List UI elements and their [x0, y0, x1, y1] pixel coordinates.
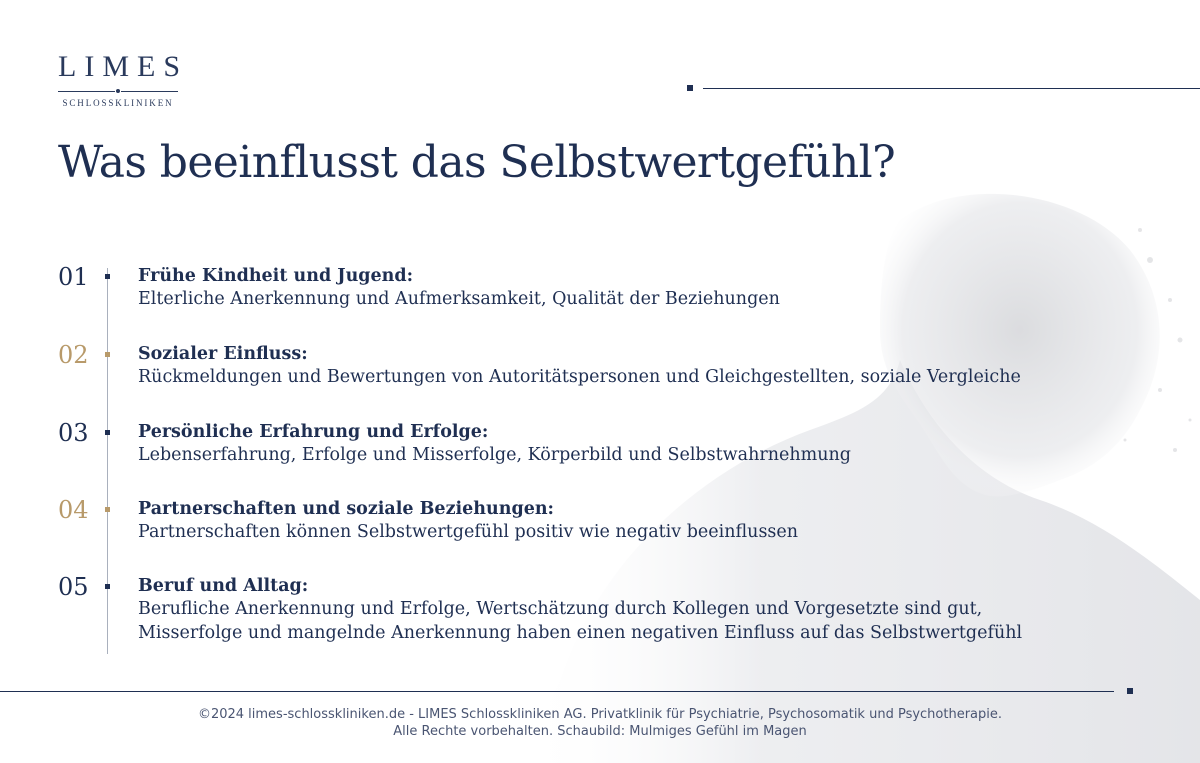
bullet-icon — [105, 274, 110, 279]
item-heading: Partnerschaften und soziale Beziehungen: — [138, 499, 555, 519]
limes-logo — [52, 50, 188, 108]
bullet-icon — [105, 352, 110, 357]
footer-credits: Alle Rechte vorbehalten. Schaubild: Mulmiges Gefühl im Magen — [393, 724, 807, 739]
item-number: 02 — [58, 341, 89, 369]
logo-wordmark: LIMES — [58, 50, 188, 83]
top-divider — [703, 88, 1200, 89]
item-description: Rückmeldungen und Bewertungen von Autoritätspersonen und Gleichgestellten, soziale Vergleiche — [138, 367, 1021, 387]
logo-divider — [58, 86, 178, 96]
bottom-rule-square-icon — [1127, 688, 1133, 694]
item-description: Elterliche Anerkennung und Aufmerksamkeit, Qualität der Beziehungen — [138, 289, 780, 309]
page-title: Was beeinflusst das Selbstwertgefühl? — [58, 137, 896, 188]
top-rule-square-icon — [687, 85, 693, 91]
logo-subtitle: SCHLOSSKLINIKEN — [62, 98, 174, 108]
item-number: 05 — [58, 573, 89, 601]
item-heading: Persönliche Erfahrung und Erfolge: — [138, 422, 489, 442]
bottom-divider — [0, 691, 1114, 692]
item-number: 04 — [58, 496, 89, 524]
item-heading: Beruf und Alltag: — [138, 576, 309, 596]
item-number: 03 — [58, 419, 89, 447]
footer — [0, 706, 1200, 740]
item-description: Misserfolge und mangelnde Anerkennung haben einen negativen Einfluss auf das Selbstwertgefühl — [138, 623, 1023, 643]
item-heading: Sozialer Einfluss: — [138, 344, 308, 364]
logo-dot-icon — [115, 88, 121, 94]
item-description: Lebenserfahrung, Erfolge und Misserfolge, Körperbild und Selbstwahrnehmung — [138, 445, 851, 465]
item-description: Berufliche Anerkennung und Erfolge, Wertschätzung durch Kollegen und Vorgesetzte sind gut, — [138, 599, 983, 619]
item-number: 01 — [58, 263, 89, 291]
item-description: Partnerschaften können Selbstwertgefühl positiv wie negativ beeinflussen — [138, 522, 799, 542]
timeline-line — [107, 268, 108, 654]
bullet-icon — [105, 507, 110, 512]
footer-copyright: ©2024 limes-schlosskliniken.de - LIMES Schlosskliniken AG. Privatklinik für Psychiatrie, Psychosomatik und Psychotherapie. — [197, 707, 1003, 722]
bullet-icon — [105, 430, 110, 435]
item-heading: Frühe Kindheit und Jugend: — [138, 266, 414, 286]
bullet-icon — [105, 584, 110, 589]
